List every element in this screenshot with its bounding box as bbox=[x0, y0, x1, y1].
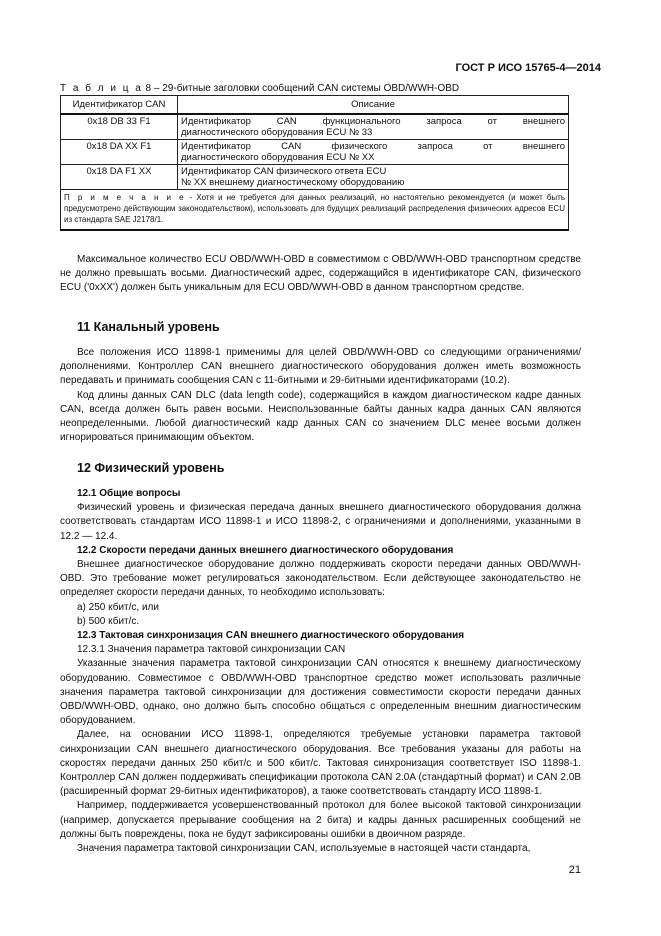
paragraph-12-2: Внешнее диагностическое оборудование должно поддерживать скорости передачи данных OBD/WWH-OBD. Это требование может регулироваться законодательством. Если действующее законодательство не определяет скорости передачи данных, то необходимо использовать: bbox=[60, 559, 581, 599]
table-caption-label: Т а б л и ц а bbox=[60, 83, 143, 94]
section-12-body bbox=[60, 487, 581, 856]
paragraph-max-ecu: Максимальное количество ECU OBD/WWH-OBD в совместимом с OBD/WWH-OBD транспортном средстве не должно превышать восьми. Диагностический адрес, содержащийся в идентификаторе CAN, физического ECU ('0xXX') должен быть уникальным для ECU OBD/WWH-OBD в данном транспортном средстве. bbox=[60, 254, 581, 294]
description-line: Идентификатор CAN физического запроса от внешнего bbox=[181, 141, 565, 152]
paragraph-11b: Код длины данных CAN DLC (data length code), содержащийся в каждом диагностическом кадре данных CAN, всегда должен быть равен восьми. Неиспользованные байты данных кадра данных CAN являются неопределенными. Любой диагностический кадр данных CAN со значением DLC менее восьми должен игнорироваться принимающим объектом. bbox=[60, 389, 581, 444]
section-heading-12: 12 Физический уровень bbox=[77, 461, 225, 475]
section-11 bbox=[60, 320, 581, 334]
section-heading-11: 11 Канальный уровень bbox=[77, 320, 220, 334]
paragraph-12-3-1c: Например, поддерживается усовершенствованный протокол для более высокой тактовой синхронизации (например, допускается прерывание сообщения на 2 бита) и кадры данных расширенных сообщений не должны быть повреждены, пока не будут зафиксированы ошибки в двоичном разряде. bbox=[60, 800, 581, 840]
paragraph-12-3-1b: Далее, на основании ИСО 11898-1, определяются требуемые установки параметра тактовой синхронизации CAN внешнего диагностического оборудования. Все требования указаны для работы на скоростях передачи данных 250 кбит/с и 500 кбит/с. Тактовая синхронизация соответствует ISO 11898-1. Контроллер CAN должен поддерживать спецификации протокола CAN 2.0A (стандартный формат) и CAN 2.0B (расширенный формат 29-битных идентификаторов), а также соответствовать стандарту ИСО 11898-1. bbox=[60, 729, 581, 798]
description-line: Идентификатор CAN функционального запроса от внешнего bbox=[181, 116, 565, 127]
table-caption bbox=[60, 83, 459, 94]
can-id-cell: 0x18 DB 33 F1 bbox=[61, 114, 178, 140]
note-label: П р и м е ч а н и е bbox=[64, 193, 186, 202]
table-caption-text: 8 – 29-битные заголовки сообщений CAN системы OBD/WWH-OBD bbox=[142, 83, 460, 94]
paragraph-12-3-1a: Указанные значения параметра тактовой синхронизации CAN относятся к внешнему диагностическому оборудованию. Совместимое с OBD/WWH-OBD транспортное средство может использовать различные значения параметра тактовой синхронизации для достижения совместимости скорости передачи данных OBD/WWH-OBD, однако, оно должно быть способно общаться с определенным внешним диагностическим оборудованием. bbox=[60, 658, 581, 727]
subsection-heading-12-2: 12.2 Скорости передачи данных внешнего диагностического оборудования bbox=[77, 544, 454, 556]
note-text: - Хотя и не требуется для данных реализаций, но настоятельно рекомендуется (и может быть предусмотрено действующим законодательством), использовать для будущих реализаций распределения физических адресов ECU из стандарта SAE J2178/1. bbox=[64, 193, 566, 224]
column-header-description: Описание bbox=[178, 96, 569, 115]
list-item-a: a) 250 кбит/с, или bbox=[77, 601, 159, 613]
can-id-cell: 0x18 DA F1 XX bbox=[61, 165, 178, 190]
description-line: диагностического оборудования ECU № 33 bbox=[181, 127, 373, 138]
description-cell bbox=[178, 165, 569, 190]
list-item-b: b) 500 кбит/с. bbox=[77, 615, 140, 627]
body-text-top bbox=[60, 253, 581, 296]
page-number: 21 bbox=[568, 864, 581, 876]
subsection-heading-12-3-1: 12.3.1 Значения параметра тактовой синхронизации CAN bbox=[77, 644, 346, 656]
table-row bbox=[61, 114, 569, 140]
paragraph-12-3-1d: Значения параметра тактовой синхронизации CAN, используемые в настоящей части стандарта, bbox=[77, 843, 531, 855]
paragraph-11a: Все положения ИСО 11898-1 применимы для целей OBD/WWH-OBD со следующими ограничениями/дополнениями. Контроллер CAN внешнего диагностического оборудования должен иметь возможность передавать и принимать сообщения CAN с 11-битными и 29-битными идентификаторами (10.2). bbox=[60, 347, 581, 387]
description-line: № XX внешнему диагностическому оборудованию bbox=[181, 177, 405, 188]
table-note bbox=[61, 190, 569, 231]
table-row bbox=[61, 140, 569, 165]
description-cell bbox=[178, 114, 569, 140]
description-cell bbox=[178, 140, 569, 165]
section-11-body bbox=[60, 346, 581, 445]
paragraph-12-1: Физический уровень и физическая передача данных внешнего диагностического оборудования должна соответствовать стандартам ИСО 11898-1 и ИСО 11898-2, с ограничениями и дополнениями, указанными в 12.2 — 12.4. bbox=[60, 502, 581, 542]
subsection-heading-12-1: 12.1 Общие вопросы bbox=[77, 488, 181, 499]
document-header: ГОСТ Р ИСО 15765-4—2014 bbox=[455, 62, 601, 74]
description-line: диагностического оборудования ECU № XX bbox=[181, 152, 375, 163]
table-row bbox=[61, 165, 569, 190]
table-note-row bbox=[61, 190, 569, 231]
table-8 bbox=[60, 95, 569, 231]
can-id-cell: 0x18 DA XX F1 bbox=[61, 140, 178, 165]
section-12 bbox=[60, 461, 581, 475]
description-line: Идентификатор CAN физического ответа ECU bbox=[181, 166, 387, 177]
subsection-heading-12-3: 12.3 Тактовая синхронизация CAN внешнего диагностического оборудования bbox=[77, 630, 465, 642]
column-header-id: Идентификатор CAN bbox=[61, 96, 178, 115]
